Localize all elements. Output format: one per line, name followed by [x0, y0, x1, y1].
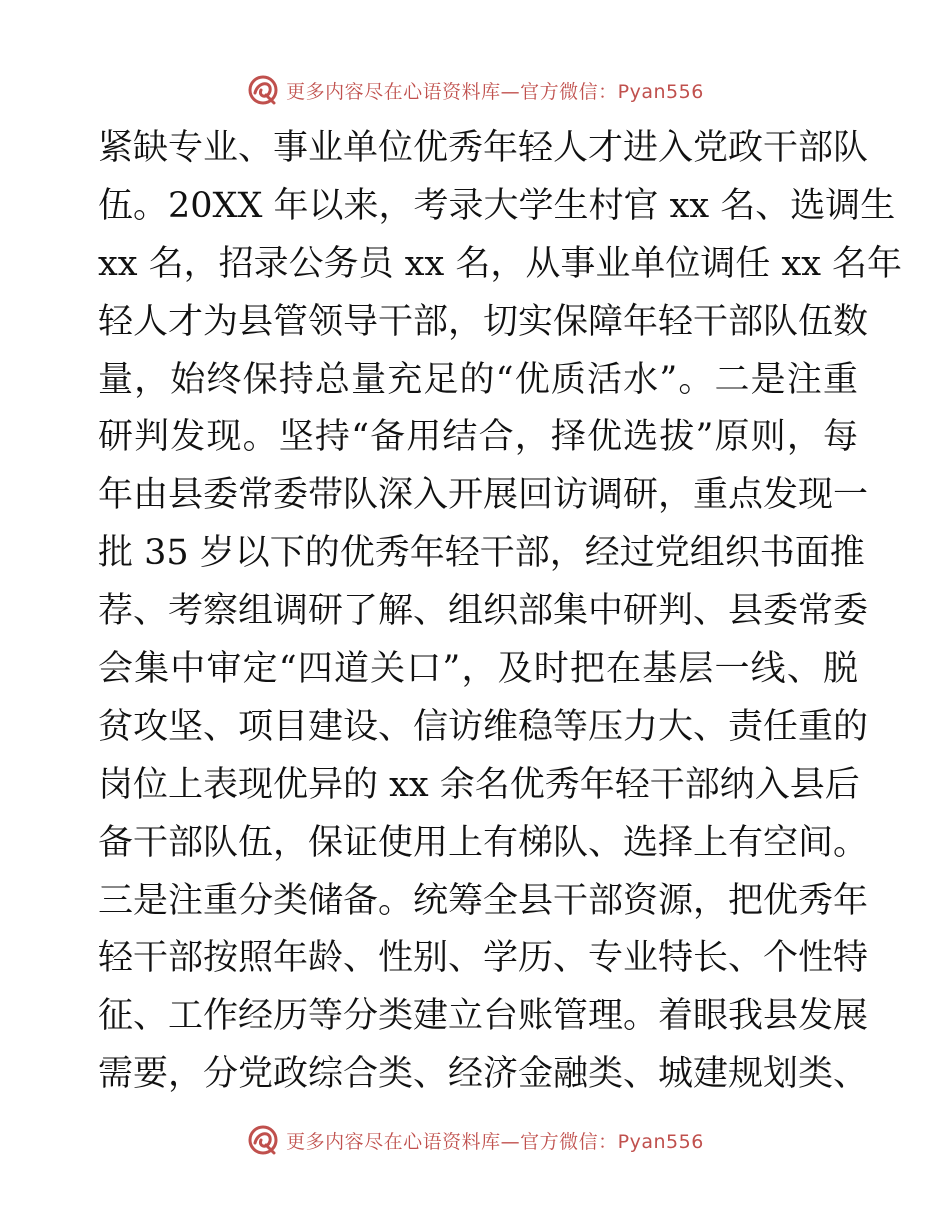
footer-watermark: [0, 1118, 950, 1162]
text-line: 紧缺专业、事业单位优秀年轻人才进入党政干部队: [98, 128, 869, 168]
text-line: 需要，分党政综合类、经济金融类、城建规划类、: [98, 1054, 869, 1095]
swirl-logo-icon: [246, 73, 280, 107]
text-line: 征、工作经历等分类建立台账管理。着眼我县发展: [98, 996, 869, 1037]
text-line: 量，始终保持总量充足的“优质活水”。二是注重: [98, 359, 858, 400]
text-line: 研判发现。坚持“备用结合，择优选拔”原则，每: [98, 417, 858, 458]
text-line: 轻干部按照年龄、性别、学历、专业特长、个性特: [98, 938, 869, 979]
header-watermark-text: 更多内容尽在心语资料库—官方微信：Pyan556: [286, 80, 704, 103]
text-line: 贫攻坚、项目建设、信访维稳等压力大、责任重的: [98, 706, 869, 747]
text-line: 岗位上表现优异的 xx 余名优秀年轻干部纳入县后: [98, 764, 860, 805]
document-body: [98, 120, 903, 1104]
header-watermark: [0, 68, 950, 112]
text-line: 年由县委常委带队深入开展回访调研，重点发现一: [98, 475, 869, 516]
text-line: 伍。20XX 年以来，考录大学生村官 xx 名、选调生: [98, 185, 896, 226]
text-line: 轻人才为县管领导干部，切实保障年轻干部队伍数: [98, 301, 869, 342]
text-line: 备干部队伍，保证使用上有梯队、选择上有空间。: [98, 822, 869, 863]
footer-watermark-text: 更多内容尽在心语资料库—官方微信：Pyan556: [286, 1130, 704, 1153]
swirl-logo-icon: [246, 1123, 280, 1157]
text-line: xx 名，招录公务员 xx 名，从事业单位调任 xx 名年: [98, 243, 903, 284]
text-line: 会集中审定“四道关口”，及时把在基层一线、脱: [98, 649, 858, 690]
text-line: 批 35 岁以下的优秀年轻干部，经过党组织书面推: [98, 533, 865, 574]
text-line: 三是注重分类储备。统筹全县干部资源，把优秀年: [98, 880, 869, 921]
text-line: 荐、考察组调研了解、组织部集中研判、县委常委: [98, 591, 869, 632]
